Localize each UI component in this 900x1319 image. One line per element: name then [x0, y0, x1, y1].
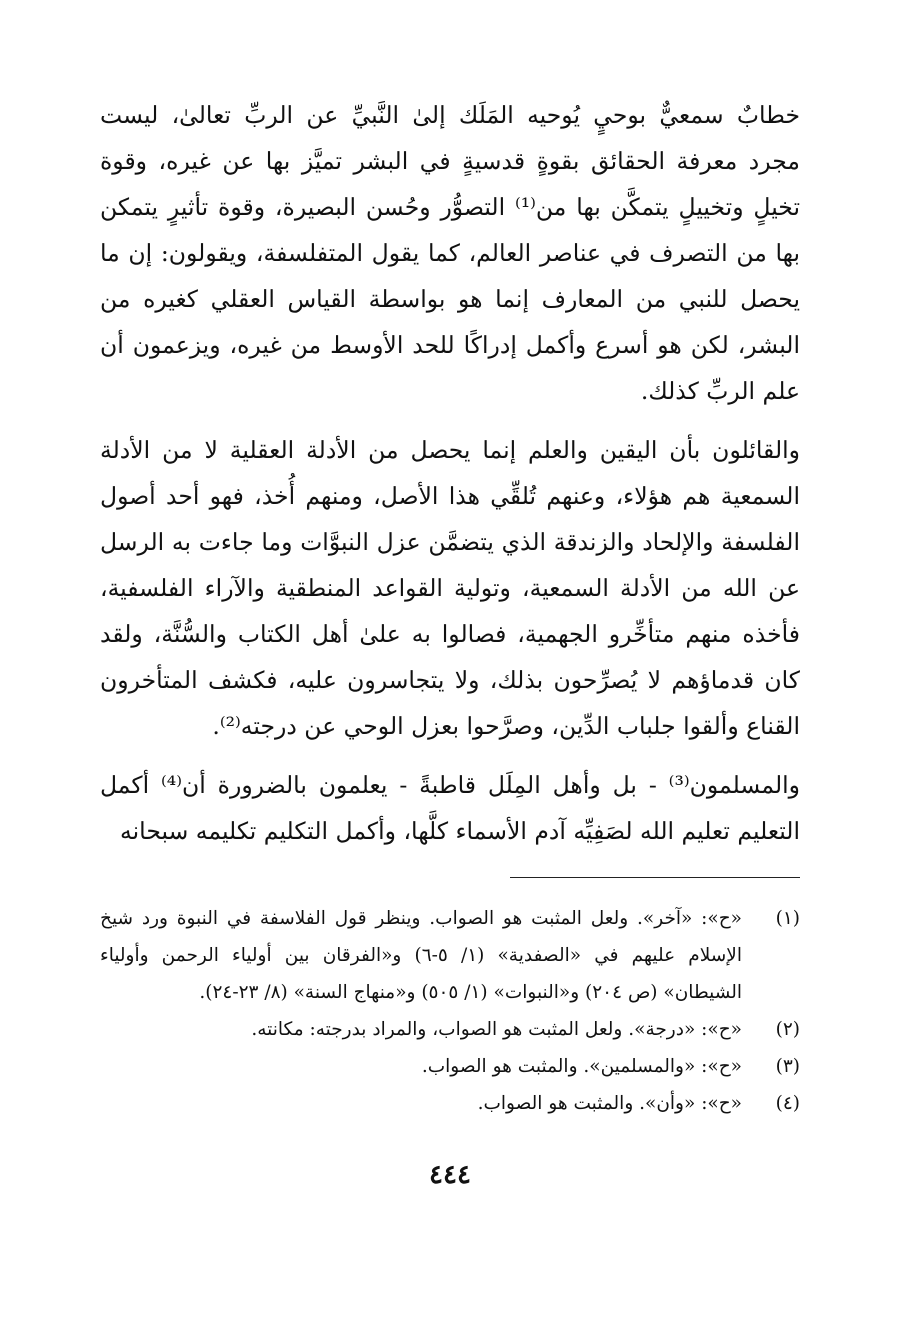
page-number: ٤٤٤	[429, 1160, 471, 1190]
footnote-2	[100, 1011, 800, 1048]
footnote-divider	[510, 877, 800, 878]
footnote-text: «ح»: «والمسلمين». والمثبت هو الصواب.	[421, 1056, 742, 1077]
main-text	[100, 92, 800, 867]
footnote-text: «ح»: «درجة». ولعل المثبت هو الصواب، والمراد بدرجته: مكانته.	[251, 1019, 742, 1040]
footnote-1	[100, 900, 800, 1011]
footnote-number: (٤)	[775, 1093, 800, 1114]
paragraph-2: والقائلون بأن اليقين والعلم إنما يحصل من الأدلة العقلية لا من الأدلة السمعية هم هؤلاء، وعنهم تُلقِّي هذا الأصل، ومنهم أُخذ، فهو أحد أصول الفلسفة والإلحاد والزندقة الذي يتضمَّن عزل النبوَّات وما جاءت به الرسل عن الله من الأدلة السمعية، وتولية القواعد المنطقية والآراء الفلسفية، فأخذه منهم متأخِّرو الجهمية، فصالوا به علىٰ أهل الكتاب والسُّنَّة، ولقد كان قدماؤهم لا يُصرِّحون بذلك، ولا يتجاسرون عليه، فكشف المتأخرون القناع وألقوا جلباب الدِّين، وصرَّحوا بعزل الوحي عن درجته⁽²⁾.	[100, 436, 800, 740]
footnote-3	[100, 1048, 800, 1085]
footnotes	[100, 900, 800, 1122]
footnote-number: (٢)	[775, 1019, 800, 1040]
paragraph-3: والمسلمون⁽³⁾ - بل وأهل المِلَل قاطبةً - يعلمون بالضرورة أن⁽⁴⁾ أكمل التعليم تعليم الله لصَفِيِّه آدم الأسماء كلَّها، وأكمل التكليم تكليمه سبحانه	[100, 771, 801, 845]
footnote-text: «ح»: «وأن». والمثبت هو الصواب.	[477, 1093, 742, 1114]
paragraph-1: خطابٌ سمعيٌّ بوحيٍ يُوحيه المَلَك إلىٰ النَّبيِّ عن الربِّ تعالىٰ، ليست مجرد معرفة الحقائق بقوةٍ قدسيةٍ في البشر تميَّز بها عن غيره، وقوة تخيلٍ وتخييلٍ يتمكَّن بها من⁽¹⁾ التصوُّر وحُسن البصيرة، وقوة تأثيرٍ يتمكن بها من التصرف في عناصر العالم، كما يقول المتفلسفة، ويقولون: إن ما يحصل للنبي من المعارف إنما هو بواسطة القياس العقلي كغيره من البشر، لكن هو أسرع وأكمل إدراكًا للحد الأوسط من غيره، ويزعمون أن علم الربِّ كذلك.	[100, 101, 800, 405]
footnote-number: (١)	[775, 908, 800, 929]
footnote-text: «ح»: «آخر». ولعل المثبت هو الصواب. وينظر قول الفلاسفة في النبوة ورد شيخ الإسلام عليهم في «الصفدية» (١/ ٥-٦) و«الفرقان بين أولياء الرحمن وأولياء الشيطان» (ص ٢٠٤) و«النبوات» (١/ ٥٠٥) و«منهاج السنة» (٨/ ٢٣-٢٤).	[100, 908, 742, 1003]
footnote-4	[100, 1085, 800, 1122]
footnote-number: (٣)	[775, 1056, 800, 1077]
